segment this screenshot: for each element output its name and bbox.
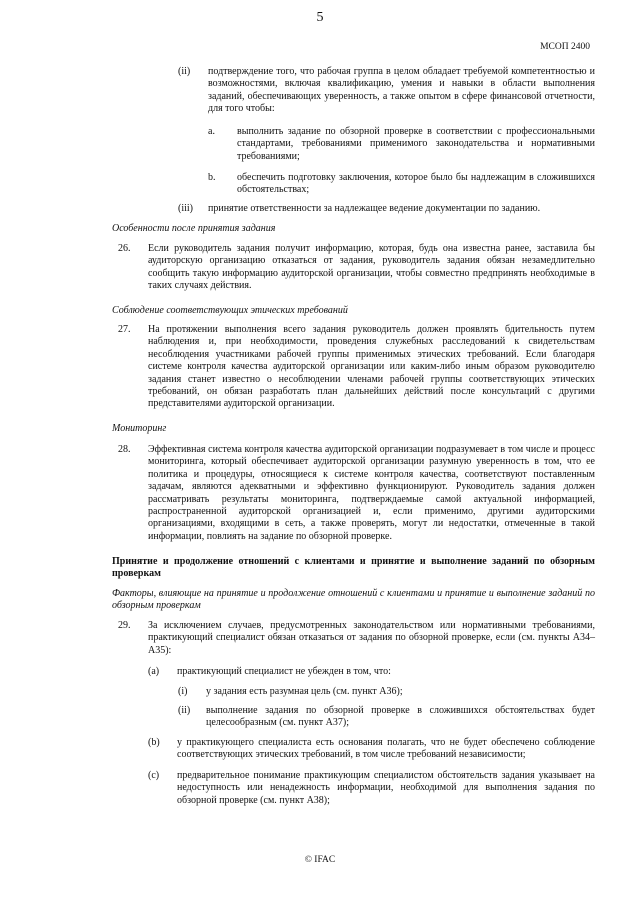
list-label-29a: (a) [148,666,160,677]
section-heading-ethics: Соблюдение соответствующих этических требований [112,305,348,316]
list-label-ii: (ii) [178,66,191,77]
paragraph-number-27: 27. [118,324,131,335]
section-heading-monitoring: Мониторинг [112,423,167,434]
document-code: МСОП 2400 [540,42,590,52]
paragraph-28: Эффективная система контроля качества аудиторской организации подразумевает в том числе и процесс мониторинга, который обеспечивает аудиторской организации разумную уверенность в том, что ее политика и процедуры, относящиеся к системе контроля качества, соответствуют поставленным задачам, являются адекватными и эффективно функционируют. Руководитель задания должен рассматривать результаты мониторинга, подтверждаемые самой актуальной информацией, распространенной аудиторской организацией и, если применимо, другими аудиторскими организациями, входящими в сеть, а также проверять, могут ли недостатки, отмеченные в такой информации, повлиять на задание по обзорной проверке. [148,444,595,542]
list-label-iii: (iii) [178,203,193,214]
list-item-29a-text: практикующий специалист не убежден в том, что: [177,666,391,677]
list-label-b: b. [208,172,216,183]
subsection-heading-factors: Факторы, влияющие на принятие и продолжение отношений с клиентами и принятие и выполнение заданий по обзорным проверкам [112,588,595,612]
list-item-29a-i-text: у задания есть разумная цель (см. пункт А36); [206,686,403,697]
paragraph-number-28: 28. [118,444,131,455]
list-label-29a-ii: (ii) [178,705,191,716]
list-item-iii-text: принятие ответственности за надлежащее ведение документации по заданию. [208,203,541,214]
list-item-b-text: обеспечить подготовку заключения, которое было бы надлежащим в сложившихся обстоятельствах; [237,172,595,196]
paragraph-27: На протяжении выполнения всего задания руководитель должен проявлять бдительность путем наблюдения и, при необходимости, проведения служебных расследований к свидетельствам несоблюдения участниками рабочей группы применимых этических требований. Если благодаря системе контроля качества аудиторской организации или каким-либо иным образом руководителю задания станет известно о несоблюдении членами рабочей группы соответствующих этических требований, он обязан разработать план дальнейших действий после консультаций с другими представителями аудиторской организации. [148,324,595,410]
list-item-29c-text: предварительное понимание практикующим специалистом обстоятельств задания указывает на недоступность или ненадежность информации, необходимой для выполнения задания по обзорной проверке (см. пункт А38); [177,770,595,806]
footer-copyright: © IFAC [304,855,336,865]
list-label-a: a. [208,126,215,137]
paragraph-number-26: 26. [118,243,131,254]
list-label-29b: (b) [148,737,160,748]
section-heading-acceptance: Принятие и продолжение отношений с клиентами и принятие и выполнение заданий по обзорным проверкам [112,556,595,580]
paragraph-29: За исключением случаев, предусмотренных законодательством или нормативными требованиями, практикующий специалист обязан отказаться от задания по обзорной проверке, если (см. пункты А34–А35): [148,620,595,656]
section-heading-after-acceptance: Особенности после принятия задания [112,223,276,234]
list-item-29a-ii-text: выполнение задания по обзорной проверке в сложившихся обстоятельствах будет целесообразным (см. пункт А37); [206,705,595,729]
paragraph-26: Если руководитель задания получит информацию, которая, будь она известна ранее, заставила бы аудиторскую организацию отказаться от задания, руководитель задания обязан незамедлительно сообщить такую информацию аудиторской организации, чтобы совместно предпринять необходимые в таких случаях действия. [148,243,595,292]
list-item-ii-text: подтверждение того, что рабочая группа в целом обладает требуемой компетентностью и возможностями, включая квалификацию, умения и навыки в области выполнения заданий, обеспечивающих уверенность, а также опытом в сфере финансовой отчетности, для того чтобы: [208,66,595,115]
list-label-29a-i: (i) [178,686,188,697]
list-label-29c: (c) [148,770,160,781]
list-item-29b-text: у практикующего специалиста есть основания полагать, что не будет обеспечено соблюдение соответствующих этических требований, в том числе требований независимости; [177,737,595,761]
page-number: 5 [316,10,324,25]
paragraph-number-29: 29. [118,620,131,631]
list-item-a-text: выполнить задание по обзорной проверке в соответствии с профессиональными стандартами, требованиями применимого законодательства и нормативными требованиями; [237,126,595,162]
